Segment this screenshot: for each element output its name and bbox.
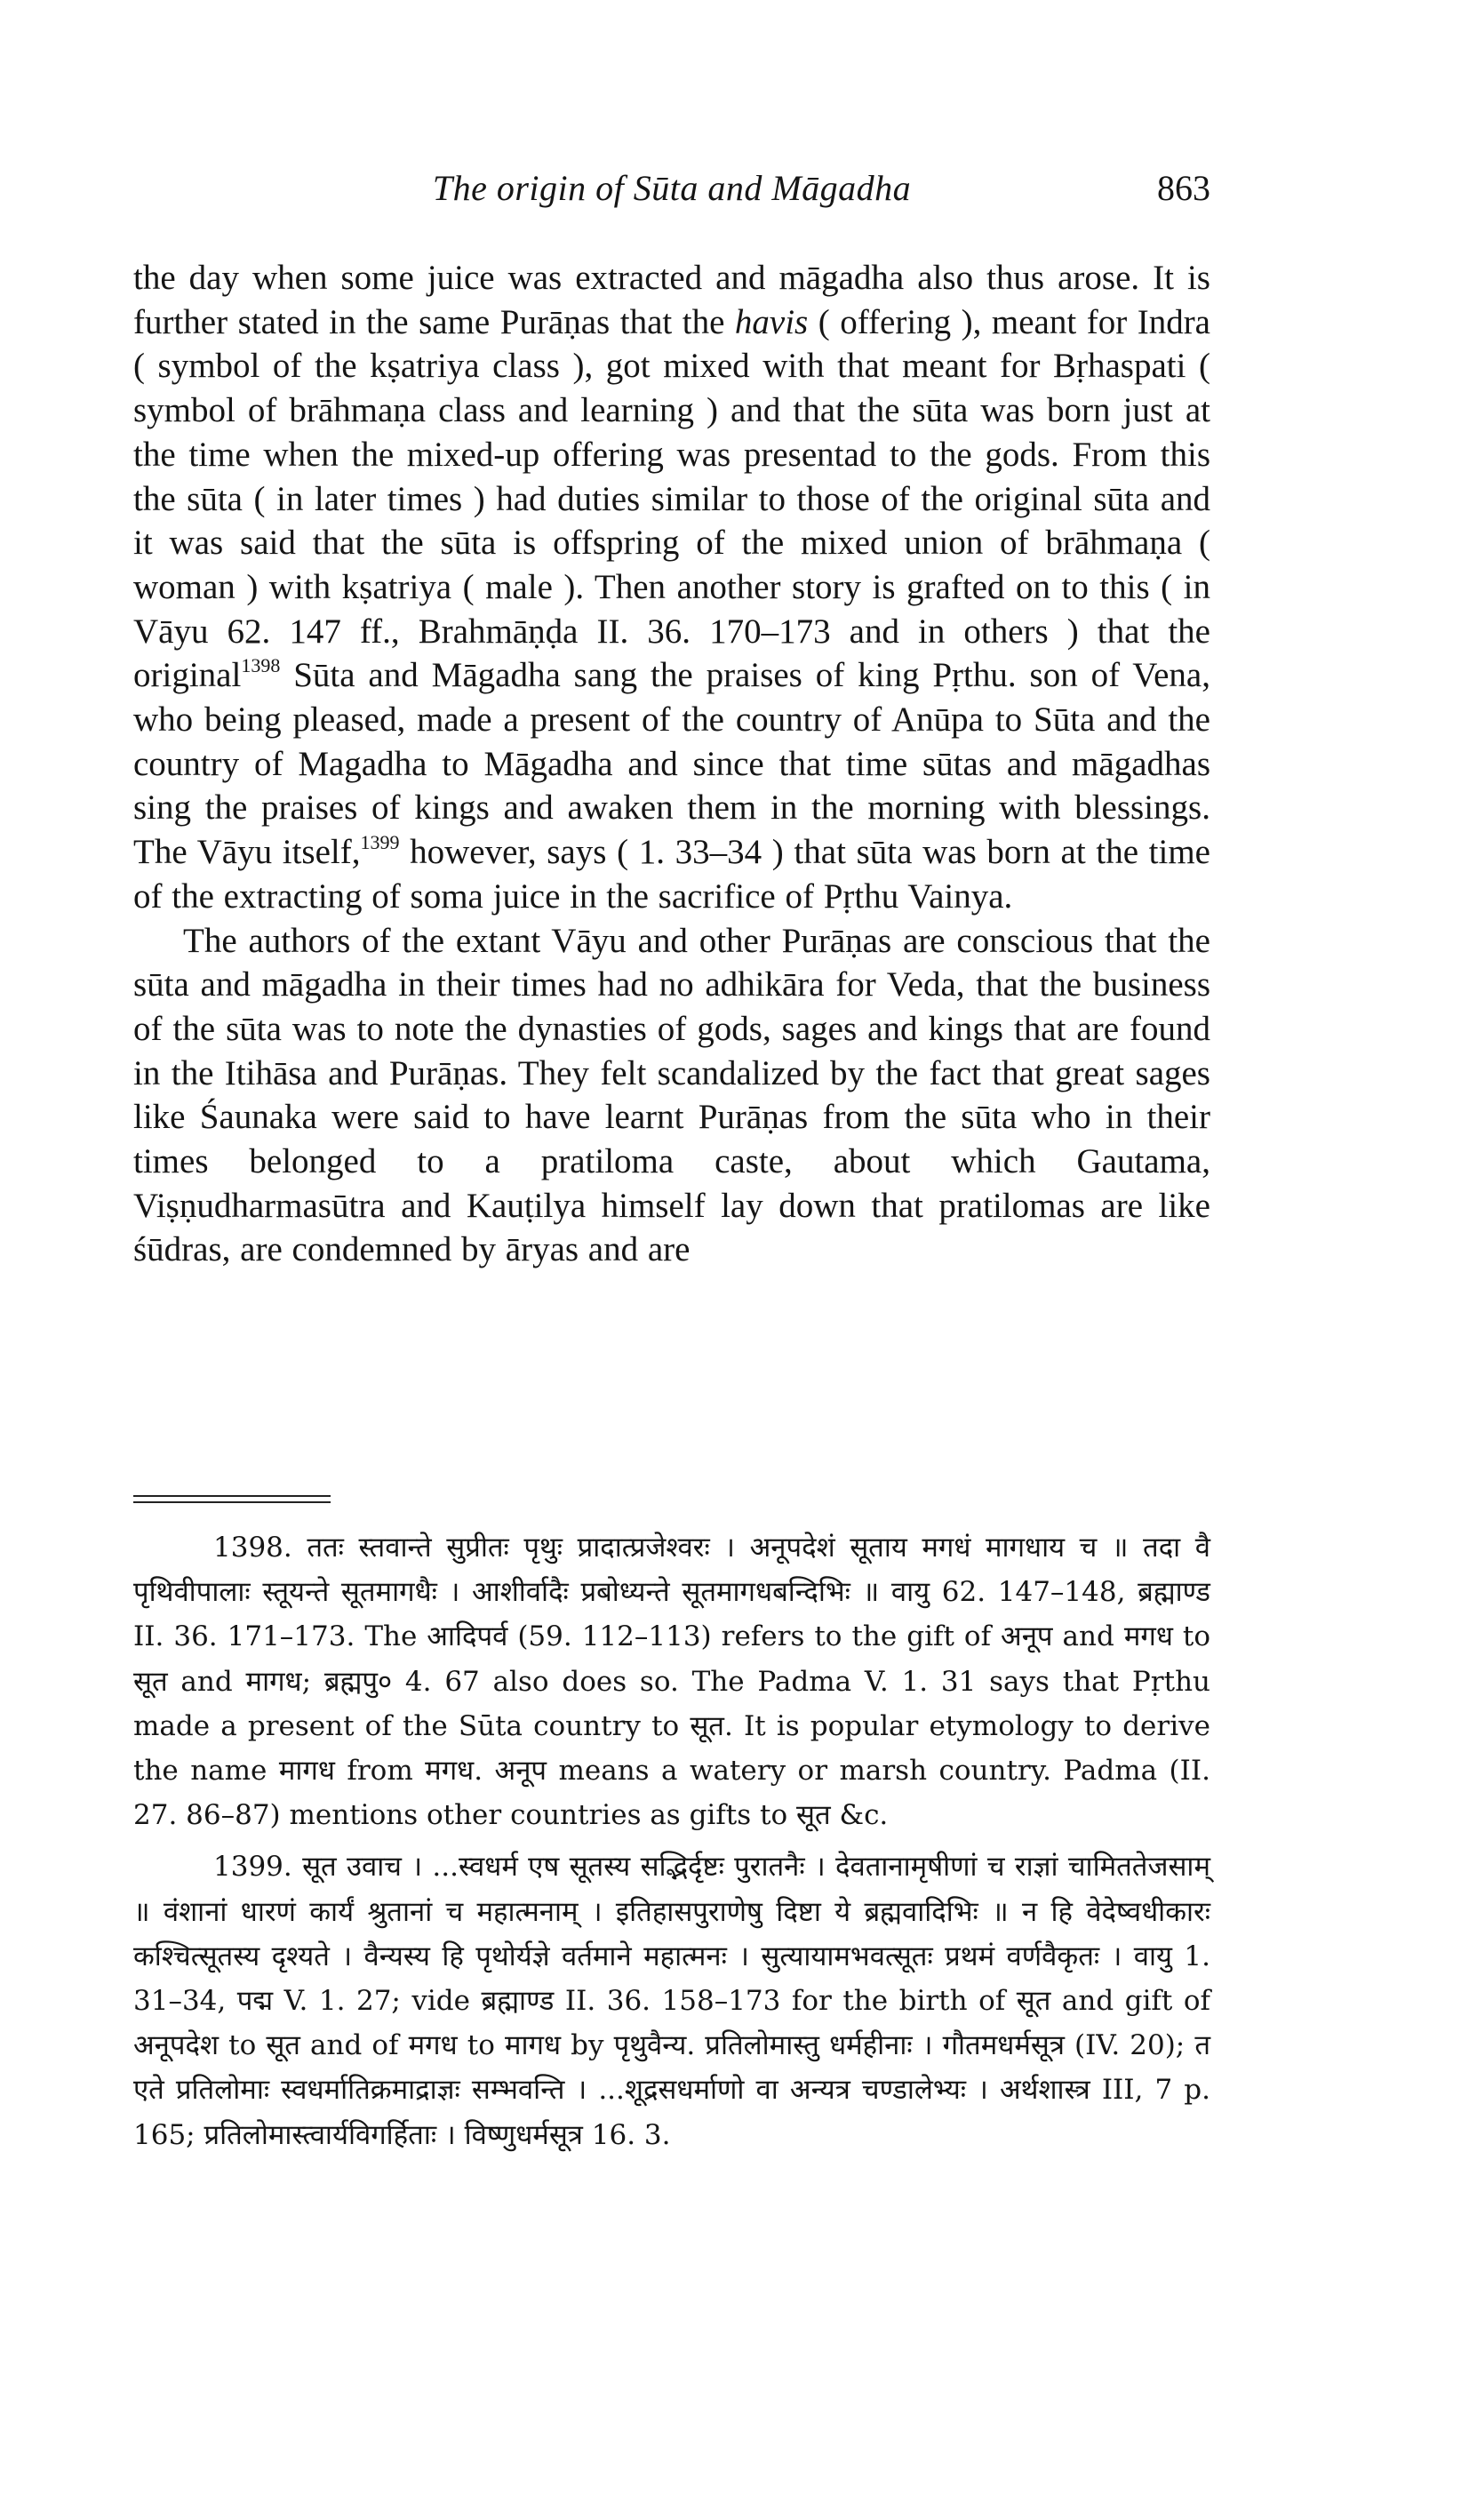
footnote-number: 1399. (213, 1851, 292, 1884)
footnote-1398 (133, 1525, 1210, 1837)
footnote-ref-1398: 1398 (241, 654, 281, 677)
paragraph-2: The authors of the extant Vāyu and other Purāṇas are conscious that the sūta and māgadha in their times had no adhikāra for Veda, that the business of the sūta was to note the dynasties of gods, sages and kings that are found in the Itihāsa and Purāṇas. They felt scandalized by the fact that great sages like Śaunaka were said to have learnt Purāṇas from the sūta who in their times belonged to a pratiloma caste, about which Gautama, Viṣṇudharmasūtra and Kauṭilya himself lay down that pratilomas are like śūdras, are condemned by āryas and are (133, 921, 1210, 1269)
running-title: The origin of Sūta and Māgadha (432, 168, 912, 208)
paragraph-1-part-a: the day when some juice was extracted and māgadha also thus arose. It is further stated in the same Purāṇas that the (133, 259, 1210, 341)
footnote-text: ततः स्तवान्ते सुप्रीतः पृथुः प्रादात्प्रजेश्वरः । अनूपदेशं सूताय मगधं मागधाय च ॥ तदा वै पृथिवीपालाः स्तूयन्ते सूतमागधैः । आशीर्वादैः प्रबोध्यन्ते सूतमागधबन्दिभिः ॥ वायु 62. 147–148, ब्रह्माण्ड II. 36. 171–173. The आदिपर्व (59. 112–113) refers to the gift of अनूप and मगध to सूत and मागध; ब्रह्मपु० 4. 67 also does so. The Padma V. 1. 31 says that Pṛthu made a present of the Sūta country to सूत. It is popular etymology to derive the name मागध from मगध. अनूप means a watery or marsh country. Padma (II. 27. 86–87) mentions other countries as gifts to सूत &c. (133, 1532, 1210, 1832)
italic-term-havis: havis (734, 302, 809, 341)
footnote-text: सूत उवाच । ...स्वधर्म एष सूतस्य सद्भिर्दृष्टः पुरातनैः । देवतानामृषीणां च राज्ञां चामिततेजसाम् ॥ वंशानां धारणं कार्यं श्रुतानां च महात्मनाम् । इतिहासपुराणेषु दिष्टा ये ब्रह्मवादिभिः ॥ न हि वेदेष्वधीकारः कश्चित्सूतस्य दृश्यते । वैन्यस्य हि पृथोर्यज्ञे वर्तमाने महात्मनः । सुत्यायामभवत्सूतः प्रथमं वर्णवैकृतः । वायु 1. 31–34, पद्म V. 1. 27; vide ब्रह्माण्ड II. 36. 158–173 for the birth of सूत and gift of अनूपदेश to सूत and of मगध to मागध by पृथुवैन्य. प्रतिलोमास्तु धर्महीनाः । गौतमधर्मसूत्र (IV. 20); त एते प्रतिलोमाः स्वधर्मातिक्रमाद्राज्ञः सम्भवन्ति । ...शूद्रसधर्माणो वा अन्यत्र चण्डालेभ्यः । अर्थशास्त्र III, 7 p. 165; प्रतिलोमास्त्वार्यविगर्हिताः । विष्णुधर्मसूत्र 16. 3. (133, 1851, 1211, 2151)
paragraph-1 (133, 256, 1210, 919)
paragraph-1-part-d: however, says ( 1. 33–34 ) that sūta was born at the time of the extracting of soma juice in the sacrifice of Pṛthu Vainya. (133, 833, 1210, 916)
footnote-ref-1399: 1399 (360, 831, 400, 854)
footnotes (133, 1525, 1210, 2157)
paragraph-1-part-c: Sūta and Māgadha sang the praises of king Pṛthu. son of Vena, who being pleased, made a present of the country of Anūpa to Sūta and the country of Magadha to Māgadha and since that time sūtas and māgadhas sing the praises of kings and awaken them in the morning with blessings. The Vāyu itself, (133, 656, 1210, 872)
running-header (133, 167, 1210, 220)
footnote-number: 1398. (213, 1532, 292, 1564)
footnote-separator (133, 1495, 331, 1503)
main-text (133, 256, 1210, 1272)
page-number: 863 (1157, 168, 1210, 208)
paragraph-1-part-b: ( offering ), meant for Indra ( symbol of the kṣatriya class ), got mixed with that meant for Bṛhaspati ( symbol of brāhmaṇa class and learning ) and that the sūta was born just at the time when the mixed-up offering was presentad to the gods. From this the sūta ( in later times ) had duties similar to those of the original sūta and it was said that the sūta is offspring of the mixed union of brāhmaṇa ( woman ) with kṣatriya ( male ). Then another story is grafted on to this ( in Vāyu 62. 147 ff., Brahmāṇḍa II. 36. 170–173 and in others ) that the original (133, 302, 1210, 695)
footnote-1399 (133, 1844, 1210, 2156)
